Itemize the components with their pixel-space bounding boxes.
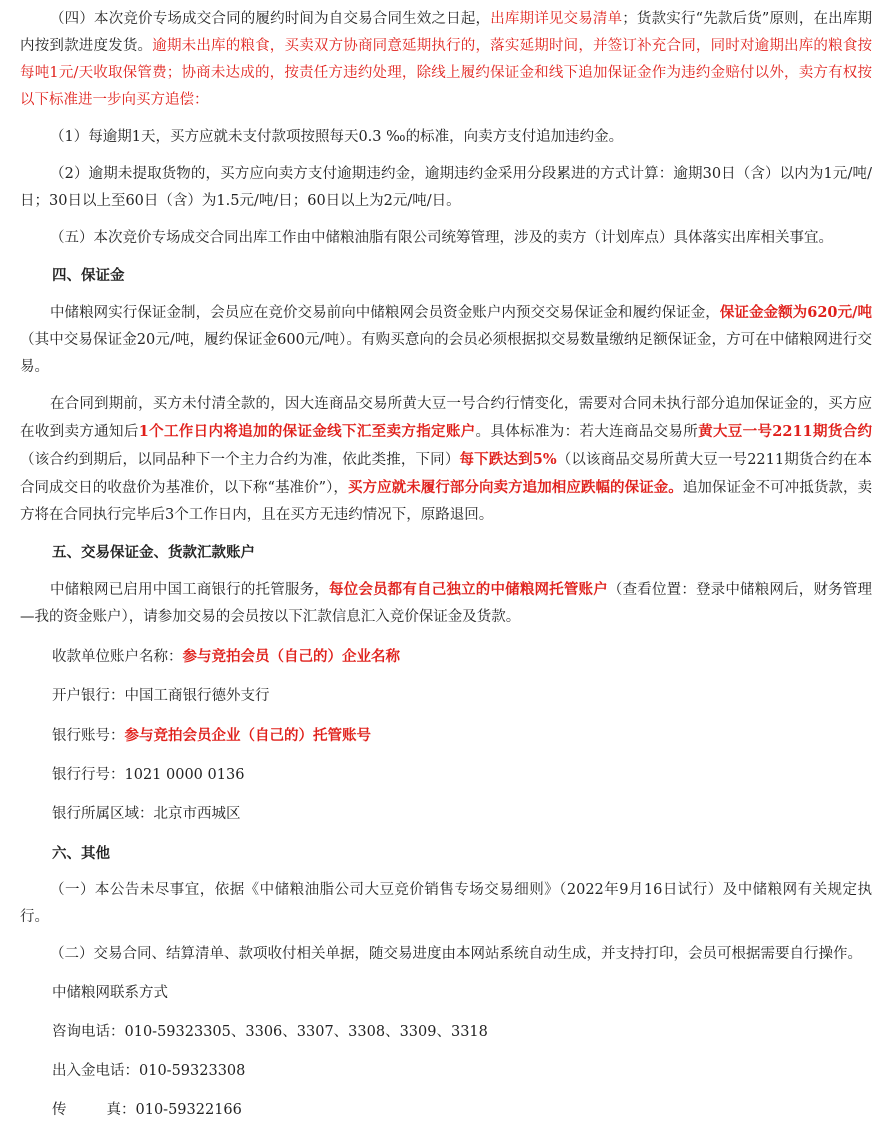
highlight-add-deposit: 买方应就未履行部分向卖方追加相应跌幅的保证金。 — [347, 479, 683, 496]
section-heading-accounts: 五、交易保证金、货款汇款账户 — [52, 544, 255, 561]
section-heading-other: 六、其他 — [52, 845, 110, 862]
text: 在合同到期前，买方未付清全款的，因大连商品交易所黄大豆一号合约行情变化，需要对合同未执行部分追加保证金的，买方应在收到卖方通知后 — [20, 396, 872, 440]
consult-phone-value: 010-59323305、3306、3307、3308、3309、3318 — [124, 1024, 488, 1040]
bank-value: 中国工商银行德外支行 — [124, 688, 270, 704]
paragraph-performance-time — [20, 6, 872, 114]
text: （其中交易保证金20元/吨，履约保证金600元/吨）。有购买意向的会员必须根据拟交易数量缴纳足额保证金，方可在中储粮网进行交易。 — [20, 332, 872, 375]
paragraph-penalty-1: （1）每逾期1天，买方应就未支付款项按照每天0.3 ‰的标准，向卖方支付追加违约金。 — [50, 129, 624, 145]
consult-phone-line — [20, 1019, 872, 1046]
section-heading-deposit: 四、保证金 — [52, 267, 125, 284]
account-number-label: 银行账号： — [52, 728, 125, 744]
paragraph-other-2: （二）交易合同、结算清单、款项收付相关单据，随交易进度由本网站系统自动生成，并支持打印，会员可根据需要自行操作。 — [50, 946, 862, 962]
bank-line — [20, 683, 872, 710]
bank-region-value: 北京市西城区 — [153, 806, 241, 822]
bank-code-value: 1021 0000 0136 — [124, 767, 245, 783]
account-name-label: 收款单位账户名称： — [52, 649, 183, 665]
paragraph-delivery-management: （五）本次竞价专场成交合同出库工作由中储粮油脂有限公司统筹管理，涉及的卖方（计划库点）具体落实出库相关事宜。 — [50, 230, 833, 246]
text: 追加保证金不可冲抵货款，卖方将在合同执行完毕后3个工作日内，且在买方无违约情况下，原路退回。 — [20, 480, 873, 523]
bank-label: 开户银行： — [52, 688, 125, 704]
paragraph-additional-deposit — [20, 391, 872, 529]
paragraph-other-1: （一）本公告未尽事宜，依据《中储粮油脂公司大豆竞价销售专场交易细则》（2022年9月16日试行）及中储粮网有关规定执行。 — [20, 882, 872, 925]
paragraph-custody-service — [20, 576, 872, 631]
bank-region-line — [20, 801, 872, 828]
text: ；货款实行“先款后货”原则，在出库期内按到款进度发货。 — [20, 11, 873, 54]
highlight-delivery-period: 出库期详见交易清单 — [490, 11, 623, 27]
inout-phone-line — [20, 1058, 872, 1085]
highlight-one-workday: 1个工作日内将追加的保证金线下汇至卖方指定账户 — [138, 423, 476, 440]
text: 。具体标准为：若大连商品交易所 — [475, 424, 699, 440]
text: （四）本次竞价专场成交合同的履约时间为自交易合同生效之日起， — [50, 11, 491, 27]
contact-title: 中储粮网联系方式 — [52, 985, 168, 1001]
bank-region-label: 银行所属区域： — [52, 806, 154, 822]
highlight-deposit-amount: 保证金金额为620元/吨 — [719, 304, 872, 321]
text: （查看位置：登录中储粮网后，财务管理—我的资金账户），请参加交易的会员按以下汇款信息汇入竞价保证金及货款。 — [20, 582, 872, 625]
bank-code-label: 银行行号： — [52, 767, 125, 783]
highlight-overdue-terms: 逾期未出库的粮食，买卖双方协商同意延期执行的，落实延期时间，并签订补充合同，同时对逾期出库的粮食按每吨1元/天收取保管费；协商未达成的，按责任方违约处理，除线上履约保证金和线下追加保证金作为违约金赔付以外，卖方有权按以下标准进一步向买方追偿： — [20, 38, 873, 108]
account-number-line — [20, 722, 872, 750]
text: （该合约到期后，以同品种下一个主力合约为准，依此类推，下同） — [20, 452, 460, 468]
paragraph-penalty-2: （2）逾期未提取货物的，买方应向卖方支付逾期违约金，逾期违约金采用分段累进的方式计算：逾期30日（含）以内为1元/吨/日；30日以上至60日（含）为1.5元/吨/日；60日以上为2元/吨/日。 — [20, 166, 872, 209]
account-number-value: 参与竞拍会员企业（自己的）托管账号 — [124, 727, 371, 744]
bank-code-line — [20, 762, 872, 789]
text: 中储粮网已启用中国工商银行的托管服务， — [50, 582, 329, 598]
consult-phone-label: 咨询电话： — [52, 1024, 125, 1040]
fax-label-end: 真： — [106, 1102, 136, 1118]
account-name-line — [20, 643, 872, 671]
inout-phone-label: 出入金电话： — [52, 1063, 139, 1079]
fax-value: 010-59322166 — [135, 1102, 242, 1118]
inout-phone-value: 010-59323308 — [139, 1063, 246, 1079]
text: （以该商品交易所黄大豆一号2211期货合约在本合同成交日的收盘价为基准价，以下称“基准价”）， — [20, 452, 872, 496]
text: 中储粮网实行保证金制，会员应在竞价交易前向中储粮网会员资金账户内预交交易保证金和履约保证金， — [50, 305, 720, 321]
account-name-value: 参与竞拍会员（自己的）企业名称 — [182, 648, 400, 665]
fax-label-start: 传 — [52, 1102, 67, 1118]
highlight-custody-account: 每位会员都有自己独立的中储粮网托管账户 — [328, 581, 608, 598]
highlight-futures-contract: 黄大豆一号2211期货合约 — [698, 423, 873, 440]
highlight-five-percent: 每下跌达到5% — [459, 451, 557, 468]
paragraph-deposit-system — [20, 299, 872, 381]
fax-line — [20, 1097, 872, 1124]
